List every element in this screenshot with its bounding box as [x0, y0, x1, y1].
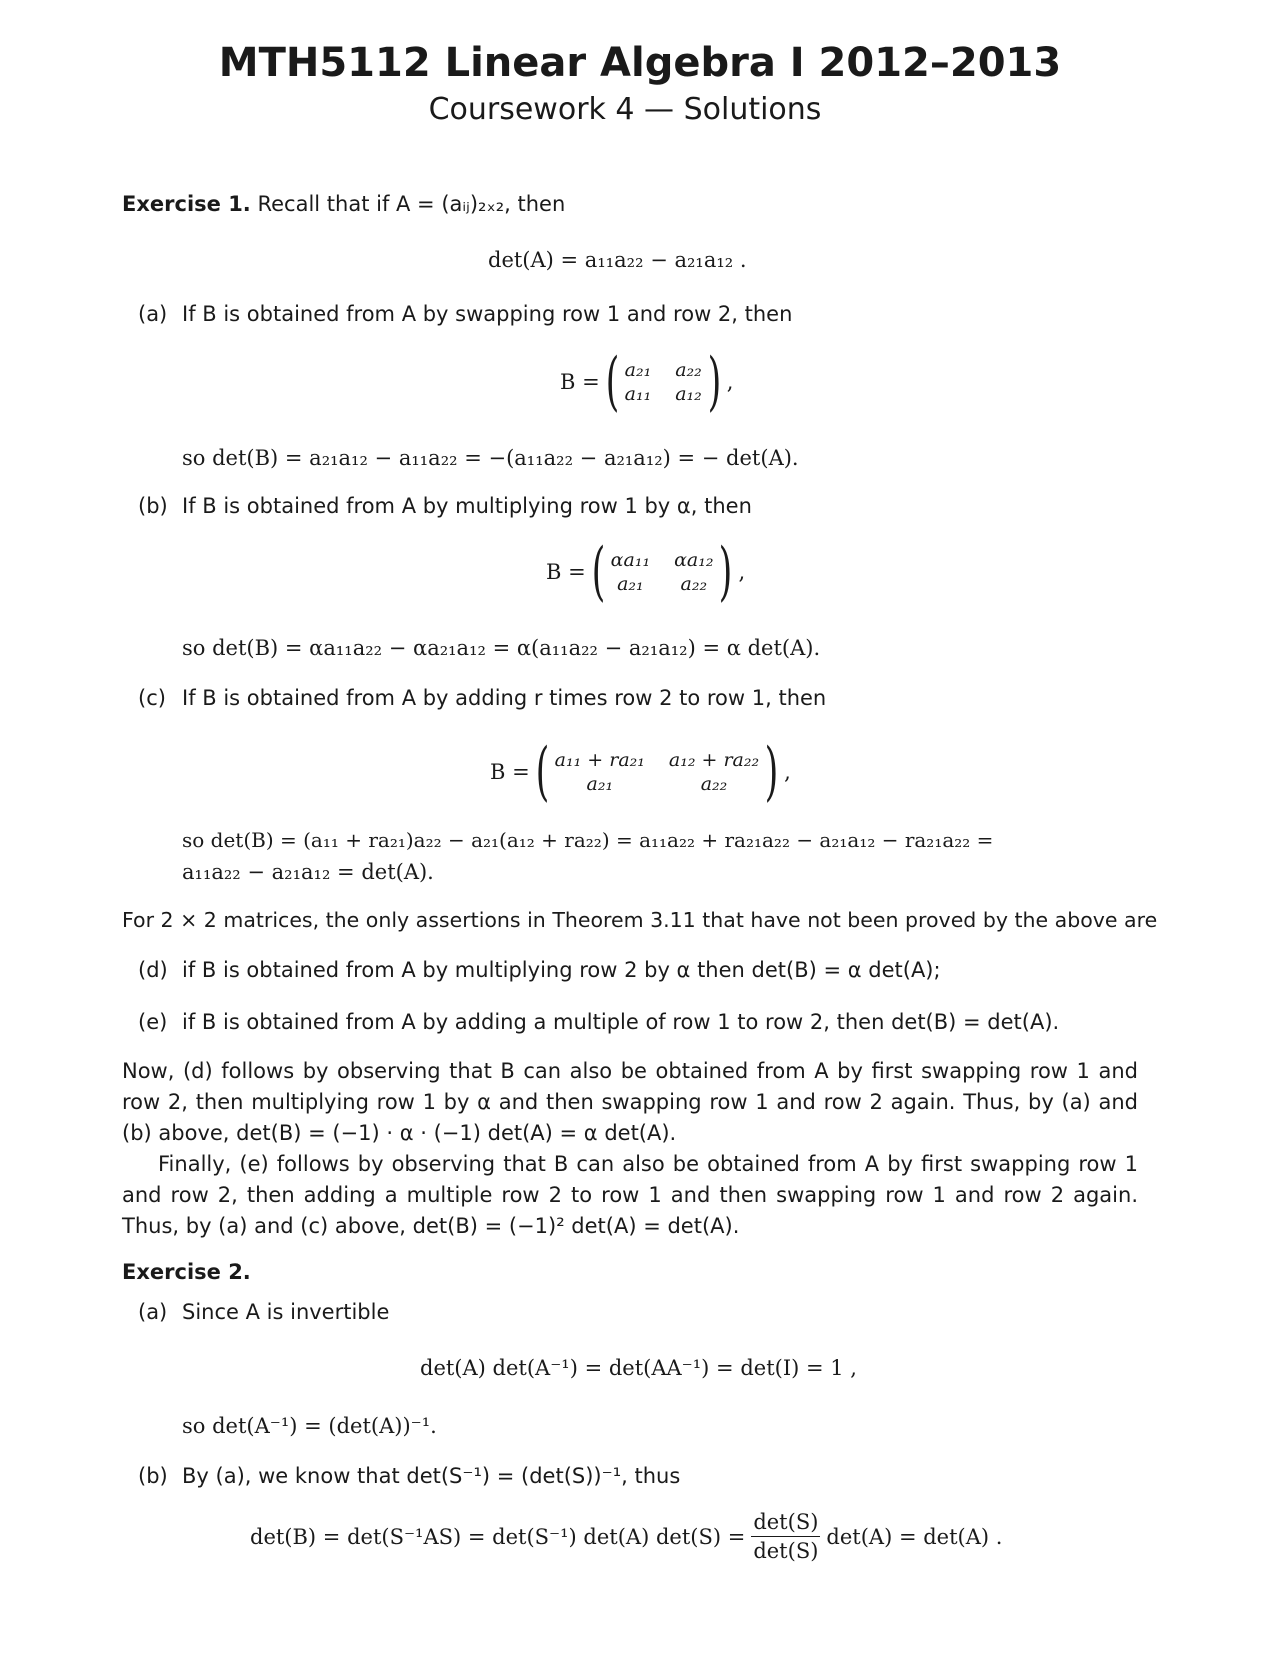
part-c-conclusion-line1: so det(B) = (a₁₁ + ra₂₁)a₂₂ − a₂₁(a₁₂ + ra₂₂) = a₁₁a₂₂ + ra₂₁a₂₂ − a₂₁a₁₂ − ra₂₁a₂₂ = [182, 828, 994, 852]
ex2-part-a-label: (a) [138, 1300, 168, 1324]
part-b-label: (b) [138, 494, 168, 518]
matrix-lhs: B = [490, 760, 530, 784]
part-e-label: (e) [138, 1010, 168, 1034]
paragraph-e-proof: Finally, (e) follows by observing that B can also be obtained from A by first swapping row 1 and row 2, then adding a multiple row 2 to row 1 and then swapping row 1 and row 2 again. Thus, by (a) and (c) above, det(B) = (−1)² det(A) = det(A). [122, 1152, 1138, 1238]
matrix-cell: a₂₁ [624, 359, 652, 381]
matrix-cell: a₂₁ [586, 773, 614, 795]
right-paren: ) [719, 535, 733, 609]
part-a-conclusion: so det(B) = a₂₁a₁₂ − a₁₁a₂₂ = −(a₁₁a₂₂ − a₂₁a₁₂) = − det(A). [182, 446, 799, 470]
equation-right: det(A) = det(A) . [826, 1524, 1003, 1549]
matrix-cell: a₁₁ [624, 383, 652, 405]
fraction-numerator: det(S) [751, 1510, 820, 1537]
part-c-label: (c) [138, 686, 166, 710]
matrix-cell: a₁₂ [675, 383, 702, 405]
part-c-text: If B is obtained from A by adding r times row 2 to row 1, then [182, 686, 827, 710]
det-formula: det(A) = a₁₁a₂₂ − a₂₁a₁₂ . [488, 248, 747, 272]
matrix-lhs: B = [560, 370, 600, 394]
exercise-2-heading: Exercise 2. [122, 1260, 251, 1284]
part-e-text: if B is obtained from A by adding a multiple of row 1 to row 2, then det(B) = det(A). [182, 1010, 1060, 1034]
ex2-part-b-label: (b) [138, 1464, 168, 1488]
right-paren: ) [707, 345, 722, 419]
ex2-part-b-equation [250, 1510, 1002, 1563]
matrix-cell: a₁₁ + ra₂₁ [554, 749, 645, 771]
exercise-1-heading: Exercise 1. [122, 192, 251, 216]
part-d-text: if B is obtained from A by multiplying row 2 by α then det(B) = α det(A); [182, 958, 941, 982]
matrix-a [560, 345, 734, 419]
matrix-cell: a₂₂ [700, 773, 728, 795]
ex2-part-a-text: Since A is invertible [182, 1300, 390, 1324]
part-a-text: If B is obtained from A by swapping row 1 and row 2, then [182, 302, 793, 326]
matrix-cell: a₁₂ + ra₂₂ [668, 749, 760, 771]
exercise-1-intro: Recall that if A = (aᵢⱼ)₂ₓ₂, then [257, 192, 566, 216]
part-b-conclusion: so det(B) = αa₁₁a₂₂ − αa₂₁a₁₂ = α(a₁₁a₂₂ − a₂₁a₁₂) = α det(A). [182, 636, 821, 660]
matrix-c [490, 735, 791, 809]
part-b-text: If B is obtained from A by multiplying row 1 by α, then [182, 494, 752, 518]
page-subtitle: Coursework 4 — Solutions [428, 92, 822, 127]
matrix-tail: , [784, 760, 791, 784]
paragraph-d-proof: Now, (d) follows by observing that B can also be obtained from A by first swapping row 1 and row 2, then multiplying row 1 by α and then swapping row 1 and row 2 again. Thus, by (a) and (b) above, det(B) = (−1) · α · (−1) det(A) = α det(A). [122, 1059, 1138, 1145]
left-paren: ( [535, 735, 550, 809]
matrix-b [546, 535, 746, 609]
matrix-cell: a₂₁ [617, 573, 644, 595]
left-paren: ( [591, 535, 606, 609]
matrix-cell: a₂₂ [675, 359, 702, 381]
page-title: MTH5112 Linear Algebra I 2012–2013 [218, 40, 1062, 86]
matrix-cell: αa₁₂ [674, 549, 714, 571]
matrix-tail: , [726, 370, 734, 394]
part-d-label: (d) [138, 958, 168, 982]
exercise-1-intro-line [122, 192, 565, 216]
part-c-conclusion-line2: a₁₁a₂₂ − a₂₁a₁₂ = det(A). [182, 860, 434, 884]
matrix-lhs: B = [546, 560, 586, 584]
fraction [751, 1510, 820, 1563]
fraction-denominator: det(S) [753, 1539, 819, 1563]
remaining-assertions-intro: For 2 × 2 matrices, the only assertions in Theorem 3.11 that have not been proved by the above are [122, 908, 1158, 932]
matrix-cell: αa₁₁ [610, 549, 651, 571]
part-a-label: (a) [138, 302, 168, 326]
ex2-part-a-conclusion: so det(A⁻¹) = (det(A))⁻¹. [182, 1414, 437, 1438]
ex2-part-b-text: By (a), we know that det(S⁻¹) = (det(S))⁻¹, thus [182, 1464, 681, 1488]
equation-left: det(B) = det(S⁻¹AS) = det(S⁻¹) det(A) det(S) = [250, 1524, 746, 1549]
right-paren: ) [764, 735, 779, 809]
matrix-cell: a₂₂ [680, 573, 708, 595]
left-paren: ( [605, 345, 620, 419]
ex2-part-a-equation: det(A) det(A⁻¹) = det(AA⁻¹) = det(I) = 1 , [420, 1356, 857, 1380]
matrix-tail: , [738, 560, 746, 584]
